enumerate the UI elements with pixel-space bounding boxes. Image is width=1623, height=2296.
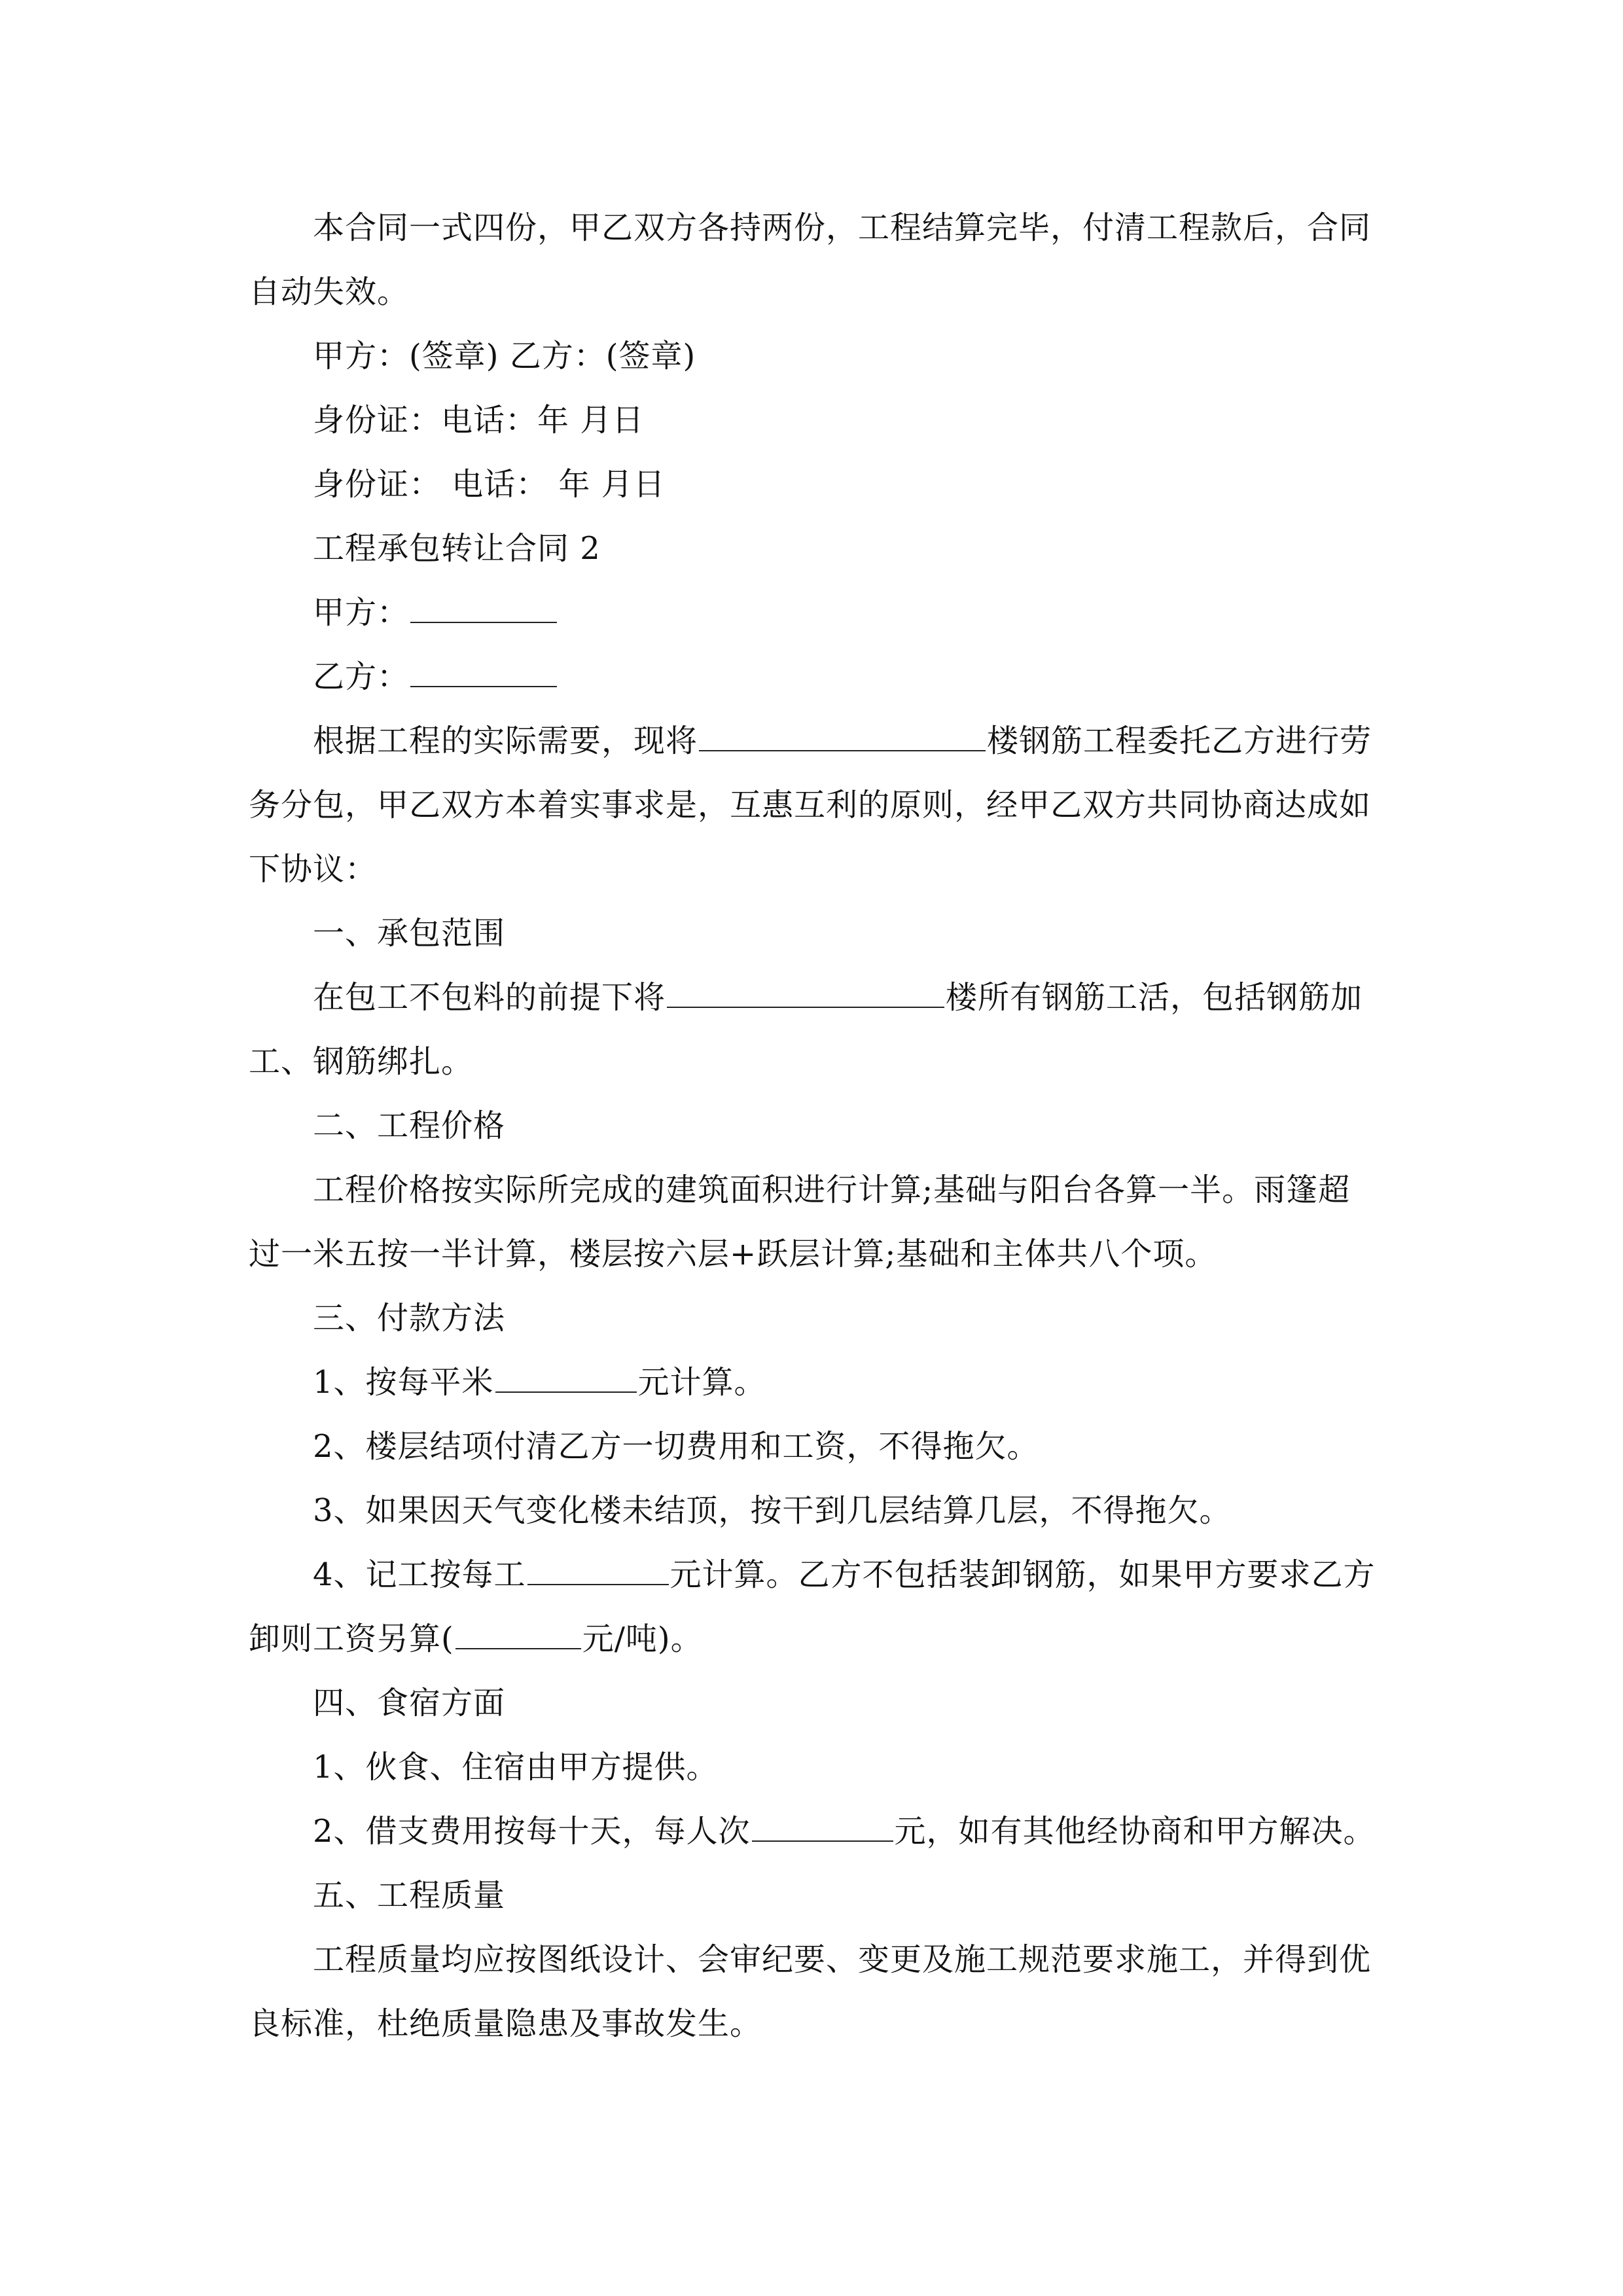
text-span: 三、付款方法 (313, 1300, 506, 1336)
list-item (313, 1812, 1376, 1851)
fill-blank (752, 1812, 893, 1842)
list-item (313, 1491, 1232, 1530)
list-item (313, 1363, 766, 1402)
text-span: 四、食宿方面 (313, 1685, 506, 1721)
text-span: 1、伙食、住宿由甲方提供。 (313, 1749, 719, 1785)
text-span: 甲方： (313, 594, 410, 631)
section-heading (313, 1683, 505, 1723)
text-span: 卸则工资另算( (249, 1621, 454, 1657)
fill-blank (495, 1363, 637, 1393)
text-span: 元计算。 (637, 1364, 766, 1401)
text-span: 元计算。乙方不包括装卸钢筋，如果甲方要求乙方 (669, 1556, 1376, 1593)
section-heading (313, 1876, 505, 1915)
text-span: 二、工程价格 (313, 1107, 506, 1144)
text-span: 五、工程质量 (313, 1877, 506, 1914)
paragraph-line (249, 1619, 703, 1659)
text-span: 身份证：电话：年 月日 (313, 402, 645, 439)
id-phone-line (313, 465, 666, 504)
text-span: 一、承包范围 (313, 915, 506, 952)
text-span: 自动失效。 (249, 274, 410, 310)
text-span: 身份证： 电话： 年 月日 (313, 466, 666, 503)
party-b-line (313, 657, 558, 696)
text-span: 元，如有其他经协商和甲方解决。 (894, 1813, 1376, 1850)
paragraph-line (249, 272, 409, 312)
section-heading (313, 1299, 505, 1338)
text-span: 过一米五按一半计算，楼层按六层+跃层计算;基础和主体共八个项。 (249, 1236, 1217, 1272)
text-span: 本合同一式四份，甲乙双方各持两份，工程结算完毕，付清工程款后，合同 (313, 209, 1372, 246)
fill-blank (410, 593, 557, 623)
text-span: 2、楼层结项付清乙方一切费用和工资，不得拖欠。 (313, 1428, 1039, 1465)
paragraph-line (249, 1042, 473, 1081)
signature-line (313, 336, 696, 376)
text-span: 根据工程的实际需要，现将 (313, 723, 698, 759)
fill-blank (527, 1555, 669, 1585)
id-phone-line (313, 401, 644, 440)
text-span: 工程价格按实际所完成的建筑面积进行计算;基础与阳台各算一半。雨篷超 (313, 1172, 1351, 1208)
paragraph-line (313, 208, 1371, 247)
contract-title (313, 529, 601, 568)
text-span: 工程质量均应按图纸设计、会审纪要、变更及施工规范要求施工，并得到优 (313, 1941, 1372, 1978)
section-heading (313, 914, 505, 953)
text-span: 乙方： (313, 658, 410, 695)
text-span: 工程承包转让合同 2 (313, 530, 601, 567)
list-item (313, 1748, 719, 1787)
text-span: 下协议： (249, 851, 378, 888)
fill-blank (455, 1619, 581, 1649)
fill-blank (410, 657, 557, 687)
paragraph-line (313, 1940, 1371, 1979)
text-span: 务分包，甲乙双方本着实事求是，互惠互利的原则，经甲乙双方共同协商达成如 (249, 787, 1372, 823)
party-a-line (313, 593, 558, 632)
text-span: 2、借支费用按每十天，每人次 (313, 1813, 751, 1850)
text-span: 甲方：(签章) 乙方：(签章) (313, 338, 696, 374)
text-span: 工、钢筋绑扎。 (249, 1043, 474, 1080)
paragraph-line (313, 1170, 1350, 1210)
paragraph-line (313, 721, 1372, 761)
text-span: 楼钢筋工程委托乙方进行劳 (987, 723, 1372, 759)
fill-blank (667, 978, 944, 1008)
paragraph-line (249, 2004, 762, 2043)
list-item (313, 1427, 1039, 1466)
fill-blank (699, 721, 986, 751)
paragraph-line (313, 978, 1363, 1017)
text-span: 在包工不包料的前提下将 (313, 979, 666, 1016)
section-heading (313, 1106, 505, 1145)
text-span: 元/吨)。 (582, 1621, 703, 1657)
paragraph-line (249, 785, 1371, 825)
text-span: 良标准，杜绝质量隐患及事故发生。 (249, 2005, 762, 2042)
list-item (313, 1555, 1376, 1594)
text-span: 3、如果因天气变化楼未结顶，按干到几层结算几层，不得拖欠。 (313, 1492, 1232, 1529)
text-span: 1、按每平米 (313, 1364, 494, 1401)
paragraph-line (249, 1234, 1217, 1274)
paragraph-line (249, 850, 377, 889)
text-span: 4、记工按每工 (313, 1556, 526, 1593)
text-span: 楼所有钢筋工活，包括钢筋加 (946, 979, 1363, 1016)
